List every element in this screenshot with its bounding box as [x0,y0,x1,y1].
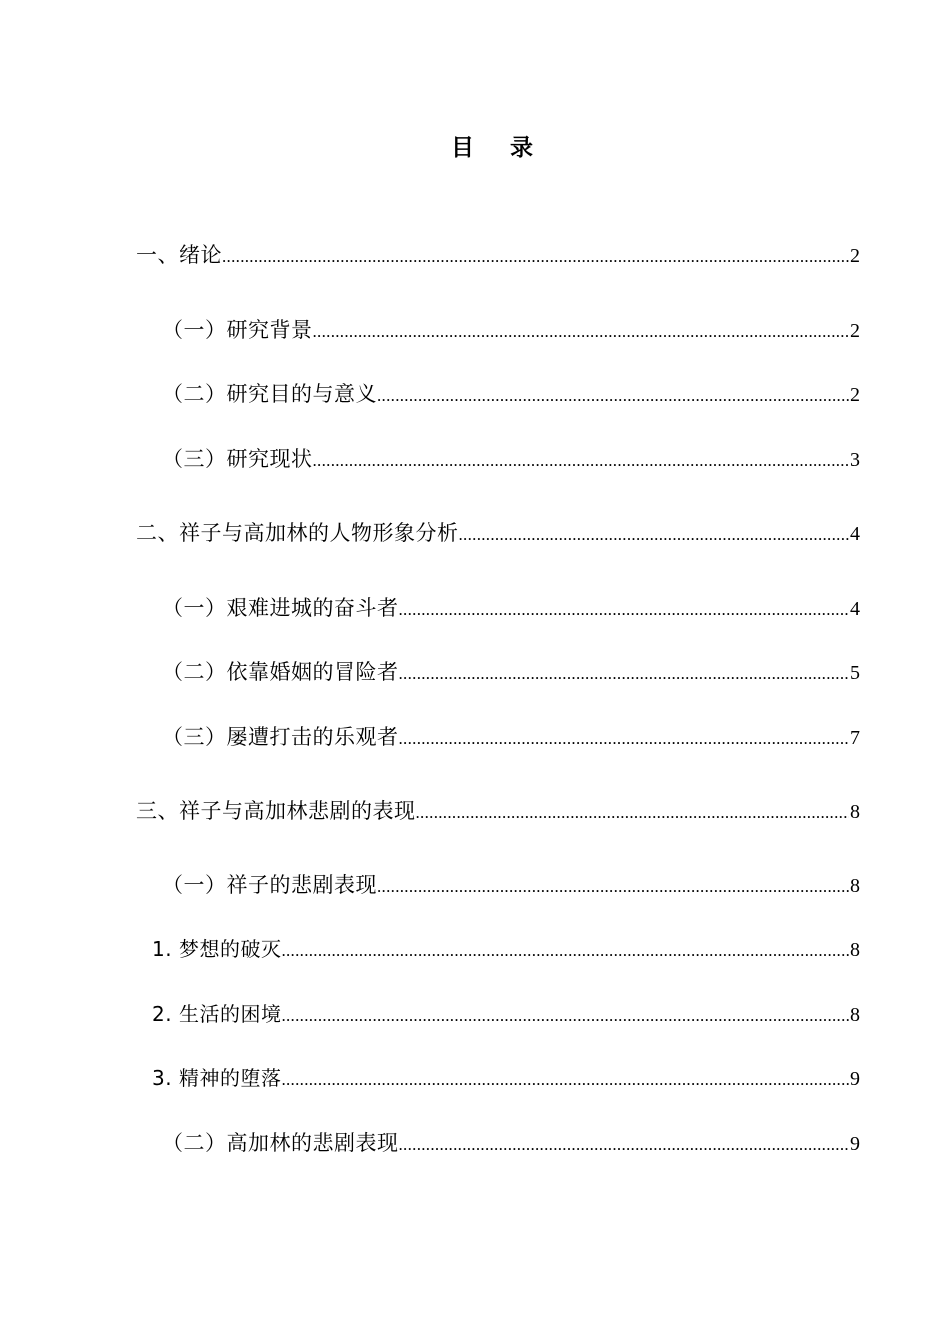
toc-entry-struggler[interactable] [162,592,860,624]
toc-page-number: 9 [850,1068,860,1090]
toc-entry-label: （二）依靠婚姻的冒险者 [162,660,399,684]
toc-entry-tragedy[interactable] [136,795,860,827]
toc-entry-gao-jialin-tragedy[interactable] [162,1127,860,1159]
toc-page-number: 8 [850,875,860,897]
toc-page-number: 2 [850,320,860,342]
toc-page-number: 4 [850,523,860,545]
toc-entry-label: 2. 生活的困境 [152,1002,282,1026]
toc-entry-xiangzi-tragedy[interactable] [162,869,860,901]
toc-entry-character-analysis[interactable] [136,517,860,549]
toc-entry-label: （二）研究目的与意义 [162,382,377,406]
toc-title: 目 录 [450,135,547,161]
toc-entry-label: 二、祥子与高加林的人物形象分析 [136,521,459,545]
toc-entry-life-predicament[interactable] [152,998,860,1030]
toc-page-number: 7 [850,727,860,749]
toc-entry-research-purpose[interactable] [162,378,860,410]
toc-entry-label: 1. 梦想的破灭 [152,937,282,961]
toc-page-number: 9 [850,1133,860,1155]
toc-page-number: 2 [850,384,860,406]
toc-entry-research-background[interactable] [162,314,860,346]
toc-entry-label: （二）高加林的悲剧表现 [162,1131,399,1155]
toc-leader-dots [222,241,849,271]
toc-page-number: 4 [850,598,860,620]
toc-entry-label: （一）祥子的悲剧表现 [162,873,377,897]
toc-leader-dots [281,1000,849,1030]
toc-entry-label: （一）艰难进城的奋斗者 [162,596,399,620]
toc-leader-dots [399,1129,850,1159]
toc-entry-spiritual-decline[interactable] [152,1062,860,1094]
toc-leader-dots [459,519,850,549]
toc-entry-label: 一、绪论 [136,243,222,267]
toc-leader-dots [281,1064,849,1094]
toc-page-number: 8 [850,1004,860,1026]
toc-entry-label: 3. 精神的堕落 [152,1066,282,1090]
toc-page-number: 5 [850,662,860,684]
toc-entry-dream-shattered[interactable] [152,933,860,965]
toc-page-number: 8 [850,939,860,961]
toc-entry-adventurer[interactable] [162,656,860,688]
toc-leader-dots [377,871,849,901]
toc-entry-label: （三）研究现状 [162,447,313,471]
toc-entry-research-status[interactable] [162,443,860,475]
toc-entry-label: （一）研究背景 [162,318,313,342]
toc-page-number: 8 [850,801,860,823]
toc-entry-optimist[interactable] [162,721,860,753]
toc-leader-dots [281,935,849,965]
toc-leader-dots [313,316,850,346]
toc-leader-dots [399,594,850,624]
toc-page-number: 3 [850,449,860,471]
toc-leader-dots [399,723,850,753]
toc-entry-label: （三）屡遭打击的乐观者 [162,725,399,749]
toc-leader-dots [399,658,850,688]
toc-entry-label: 三、祥子与高加林悲剧的表现 [136,799,416,823]
toc-leader-dots [313,445,850,475]
toc-leader-dots [377,380,849,410]
toc-page-number: 2 [850,245,860,267]
toc-entry-introduction[interactable] [136,239,860,271]
toc-leader-dots [416,797,850,827]
